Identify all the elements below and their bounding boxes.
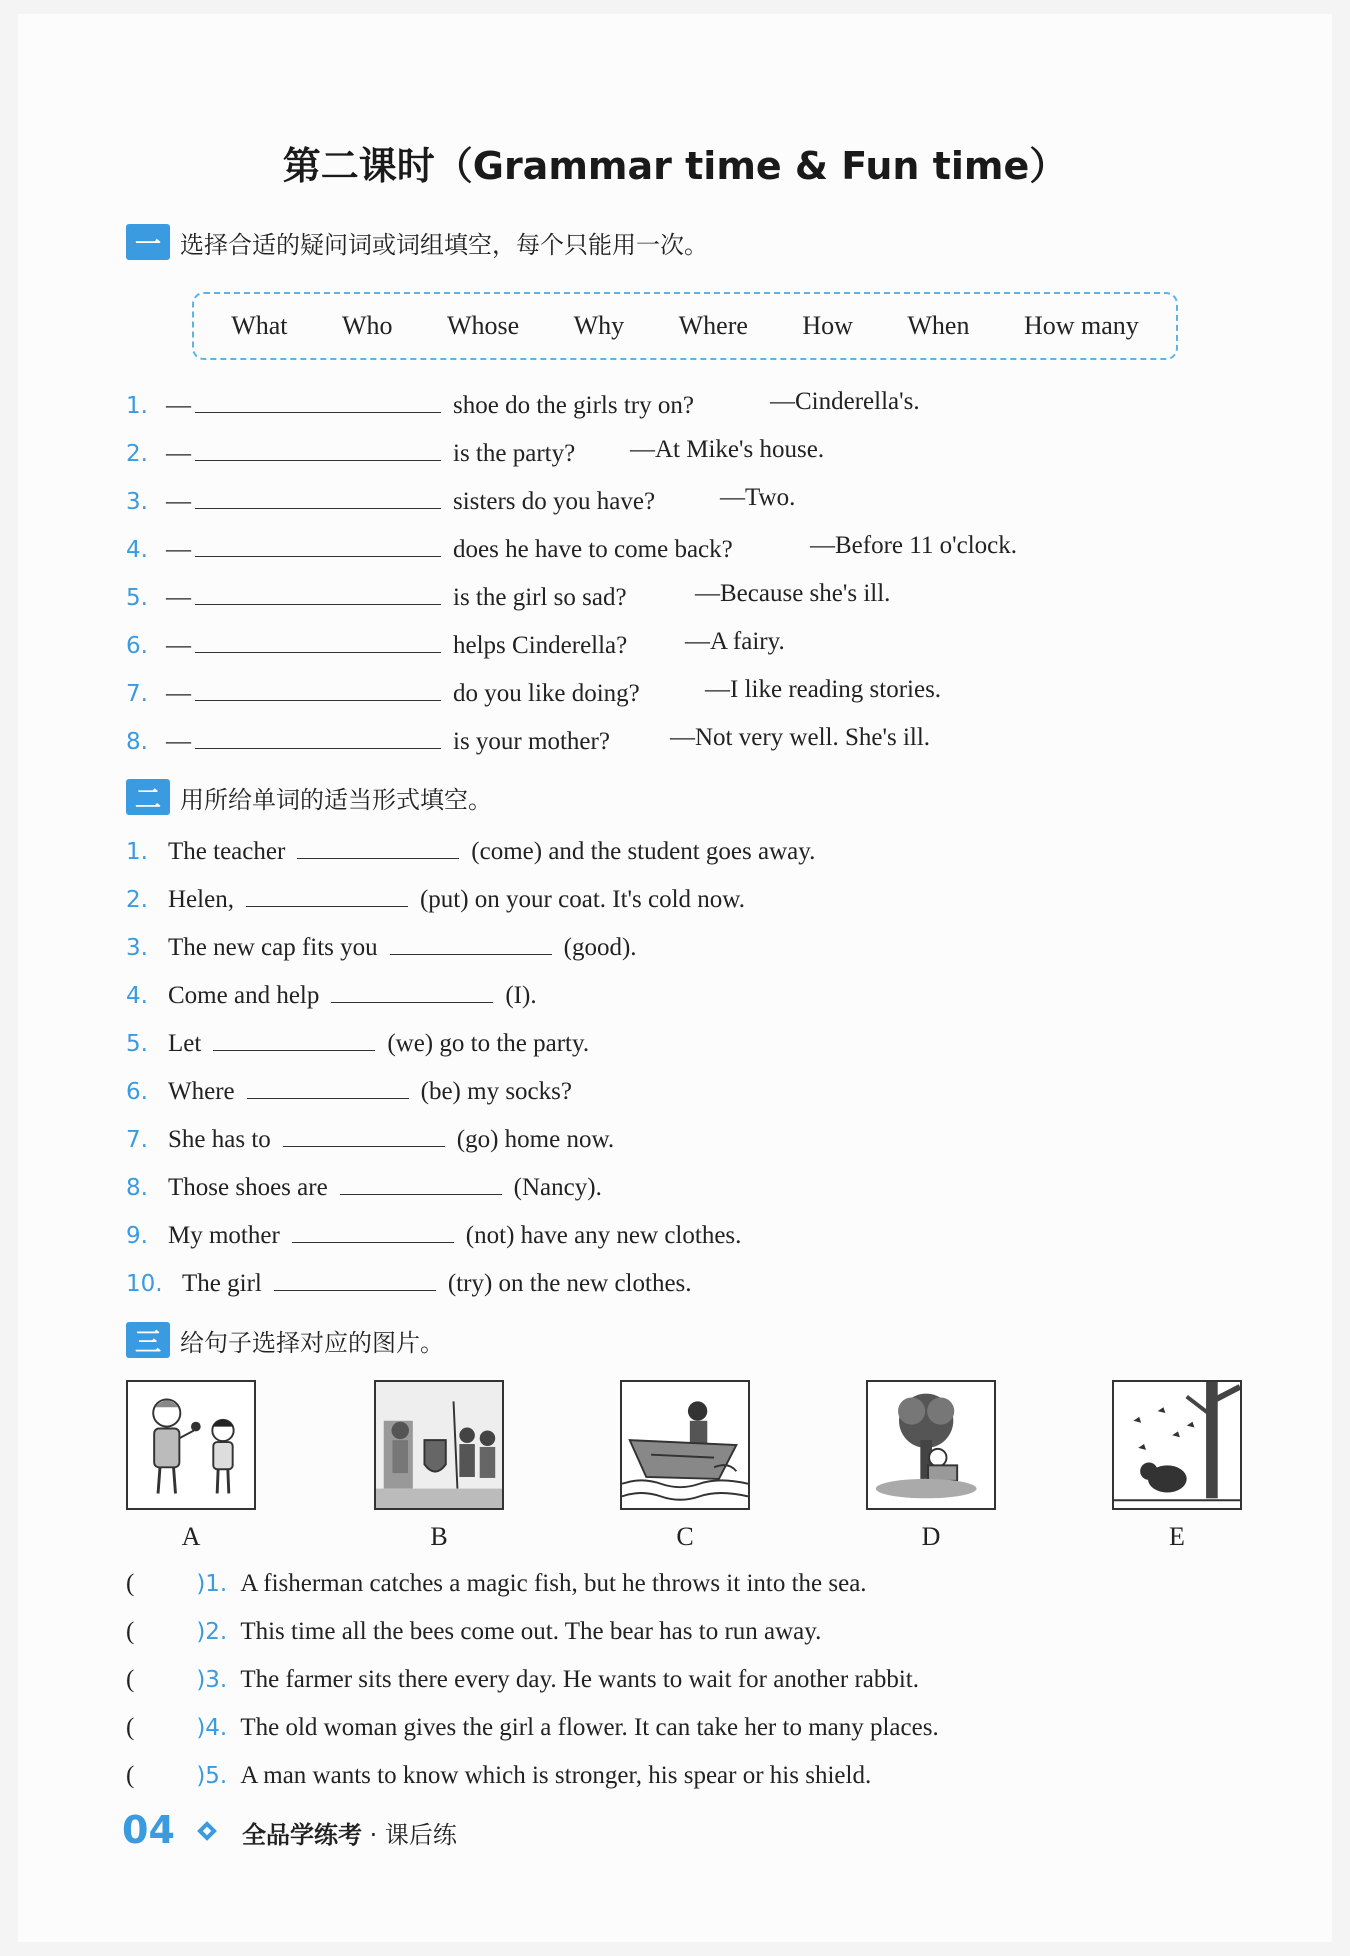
word-bank-item: Where [678, 311, 748, 340]
question-number: )3. [196, 1667, 228, 1693]
question-number: 8. [126, 729, 148, 755]
picture-label-d: D [921, 1522, 941, 1551]
question-number: )4. [196, 1715, 228, 1741]
brand-series: 课后练 [384, 1821, 457, 1849]
picture-label-c: C [676, 1522, 694, 1551]
part1-row [126, 436, 575, 468]
sentence-text: The farmer sits there every day. He wants to wait for another rabbit. [240, 1666, 920, 1693]
question-text: sisters do you have? [453, 488, 656, 515]
part2-row [126, 1170, 602, 1202]
paren-open: ( [126, 1570, 135, 1597]
part1-row [126, 532, 733, 564]
sentence-end: (put) on your coat. It's cold now. [419, 886, 745, 913]
sentence-end: (be) my socks? [420, 1078, 572, 1105]
answer-blank[interactable] [195, 724, 441, 749]
question-number: 5. [126, 1031, 148, 1057]
answer-text: —I like reading stories. [705, 676, 942, 703]
diamond-icon [196, 1820, 218, 1842]
page-number: 04 [122, 1808, 175, 1852]
question-number: 6. [126, 633, 148, 659]
question-number: 1. [126, 839, 148, 865]
dash-mark: — [166, 536, 191, 563]
word-bank-item: How [802, 311, 853, 340]
question-text: do you like doing? [453, 680, 640, 707]
answer-blank[interactable] [297, 834, 459, 859]
picture-d [866, 1380, 996, 1510]
picture-label-a: A [181, 1522, 201, 1551]
sentence-end: (try) on the new clothes. [447, 1270, 692, 1297]
section-2-instruction: 用所给单词的适当形式填空。 [180, 785, 492, 814]
answer-blank[interactable] [195, 628, 441, 653]
answer-blank[interactable] [195, 532, 441, 557]
answer-blank[interactable] [195, 436, 441, 461]
part1-row [126, 628, 627, 660]
picture-b [374, 1380, 504, 1510]
dash-mark: — [166, 440, 191, 467]
sentence-end: (I). [505, 982, 537, 1009]
question-text: does he have to come back? [453, 536, 733, 563]
section-3-instruction: 给句子选择对应的图片。 [180, 1328, 444, 1357]
section-1-badge: 一 [126, 224, 170, 260]
question-text: shoe do the girls try on? [453, 392, 694, 419]
dash-mark: — [166, 392, 191, 419]
sentence-start: The teacher [168, 838, 286, 865]
sentence-text: The old woman gives the girl a flower. It can take her to many places. [240, 1714, 939, 1741]
answer-blank[interactable] [340, 1170, 502, 1195]
word-bank-item: When [907, 311, 970, 340]
sentence-end: (come) and the student goes away. [471, 838, 816, 865]
question-number: )1. [196, 1571, 228, 1597]
question-text: is the girl so sad? [453, 584, 627, 611]
sentence-text: A fisherman catches a magic fish, but he throws it into the sea. [240, 1570, 867, 1597]
answer-blank[interactable] [195, 388, 441, 413]
part1-row [126, 580, 627, 612]
fisherman-boat-illustration [622, 1382, 748, 1508]
part2-row [126, 834, 815, 866]
dash-mark: — [166, 488, 191, 515]
answer-blank[interactable] [195, 676, 441, 701]
answer-text: —Cinderella's. [770, 388, 920, 415]
sentence-start: She has to [168, 1126, 271, 1153]
part1-row [126, 388, 694, 420]
question-number: 10. [126, 1271, 163, 1297]
sentence-text: This time all the bees come out. The bear has to run away. [240, 1618, 822, 1645]
answer-blank[interactable] [274, 1266, 436, 1291]
sentence-end: (we) go to the party. [387, 1030, 590, 1057]
part2-row [126, 1026, 589, 1058]
part2-row [126, 1266, 692, 1298]
footer-brand [242, 1815, 457, 1850]
sentence-start: Let [168, 1030, 202, 1057]
sentence-start: Those shoes are [168, 1174, 328, 1201]
question-number: 8. [126, 1175, 148, 1201]
answer-blank[interactable] [213, 1026, 375, 1051]
sentence-end: (go) home now. [456, 1126, 615, 1153]
part1-row [126, 676, 640, 708]
part2-row [126, 1122, 614, 1154]
section-1-instruction: 选择合适的疑问词或词组填空，每个只能用一次。 [180, 230, 708, 259]
question-number: 2. [126, 441, 148, 467]
picture-e [1112, 1380, 1242, 1510]
part2-row [126, 930, 637, 962]
question-number: 3. [126, 935, 148, 961]
sentence-start: Where [168, 1078, 235, 1105]
sentence-start: Helen, [168, 886, 234, 913]
part1-row [126, 484, 655, 516]
section-2-header [126, 777, 492, 817]
answer-blank[interactable] [390, 930, 552, 955]
dash-mark: — [166, 728, 191, 755]
question-number: 5. [126, 585, 148, 611]
paren-open: ( [126, 1714, 135, 1741]
part3-row [126, 1666, 919, 1694]
paren-open: ( [126, 1618, 135, 1645]
answer-text: —At Mike's house. [630, 436, 825, 463]
part2-row [126, 1218, 741, 1250]
sentence-text: A man wants to know which is stronger, his spear or his shield. [240, 1762, 872, 1789]
question-text: is the party? [453, 440, 576, 467]
part2-row [126, 978, 537, 1010]
sentence-start: Come and help [168, 982, 320, 1009]
brand-sep: · [369, 1821, 378, 1849]
answer-blank[interactable] [195, 484, 441, 509]
part1-row [126, 724, 610, 756]
section-3-badge: 三 [126, 1322, 170, 1358]
question-number: 2. [126, 887, 148, 913]
answer-text: —Because she's ill. [695, 580, 891, 607]
word-bank-item: What [231, 311, 288, 340]
picture-a [126, 1380, 256, 1510]
picture-label-e: E [1169, 1522, 1185, 1551]
dash-mark: — [166, 680, 191, 707]
sentence-start: My mother [168, 1222, 280, 1249]
answer-blank[interactable] [247, 1074, 409, 1099]
word-bank [192, 292, 1178, 360]
question-number: 4. [126, 983, 148, 1009]
question-number: 1. [126, 393, 148, 419]
farmer-tree-illustration [868, 1382, 994, 1508]
part3-row [126, 1714, 939, 1742]
part3-row [126, 1570, 867, 1598]
part3-row [126, 1762, 871, 1790]
question-number: 3. [126, 489, 148, 515]
answer-blank[interactable] [195, 580, 441, 605]
question-number: )2. [196, 1619, 228, 1645]
answer-text: —Not very well. She's ill. [670, 724, 931, 751]
word-bank-item: Whose [446, 311, 520, 340]
page-title: 第二课时（Grammar time & Fun time） [282, 144, 1068, 188]
sentence-end: (Nancy). [513, 1174, 602, 1201]
sentence-end: (not) have any new clothes. [465, 1222, 742, 1249]
picture-label-b: B [430, 1522, 448, 1551]
part3-row [126, 1618, 821, 1646]
word-bank-item: Who [341, 311, 393, 340]
section-3-header [126, 1320, 444, 1360]
bear-bees-illustration [1114, 1382, 1240, 1508]
question-text: helps Cinderella? [453, 632, 628, 659]
question-number: 7. [126, 681, 148, 707]
section-1-header [126, 222, 708, 262]
question-number: 4. [126, 537, 148, 563]
question-number: 6. [126, 1079, 148, 1105]
question-number: 7. [126, 1127, 148, 1153]
question-number: 9. [126, 1223, 148, 1249]
dash-mark: — [166, 632, 191, 659]
word-bank-item: How many [1023, 311, 1139, 340]
answer-blank[interactable] [246, 882, 408, 907]
brand-name: 全品学练考 [242, 1821, 362, 1849]
answer-blank[interactable] [283, 1122, 445, 1147]
question-number: )5. [196, 1763, 228, 1789]
question-text: is your mother? [453, 728, 610, 755]
dash-mark: — [166, 584, 191, 611]
answer-text: —Before 11 o'clock. [810, 532, 1017, 559]
section-2-badge: 二 [126, 779, 170, 815]
answer-text: —A fairy. [685, 628, 785, 655]
part2-row [126, 882, 745, 914]
answer-text: —Two. [720, 484, 796, 511]
sentence-start: The girl [182, 1270, 262, 1297]
paren-open: ( [126, 1762, 135, 1789]
spear-shield-illustration [376, 1382, 502, 1508]
answer-blank[interactable] [292, 1218, 454, 1243]
part2-row [126, 1074, 572, 1106]
answer-blank[interactable] [331, 978, 493, 1003]
grandma-girl-illustration [128, 1382, 254, 1508]
sentence-start: The new cap fits you [168, 934, 378, 961]
paren-open: ( [126, 1666, 135, 1693]
sentence-end: (good). [563, 934, 637, 961]
picture-c [620, 1380, 750, 1510]
word-bank-item: Why [573, 311, 625, 340]
